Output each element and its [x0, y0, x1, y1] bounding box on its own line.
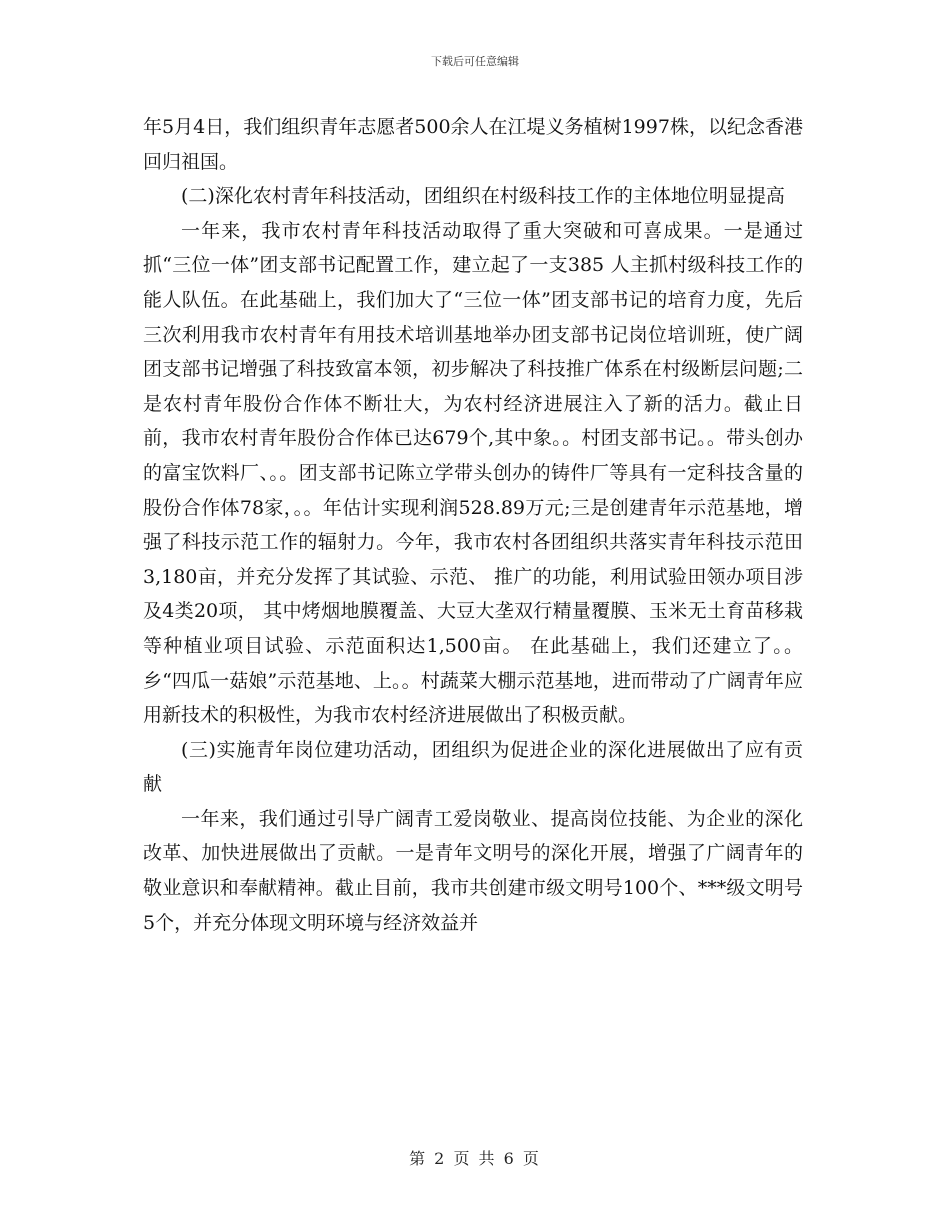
section-heading-2: (二)深化农村青年科技活动，团组织在村级科技工作的主体地位明显提高 [181, 185, 785, 208]
document-body [143, 110, 803, 940]
section-heading-3: (三)实施青年岗位建功活动，团组织为促进企业的深化进展做出了应有贡献 [143, 738, 803, 796]
page-number-footer: 第 2 页 共 6 页 [409, 1149, 541, 1168]
paragraph-1: 年5月4日，我们组织青年志愿者500余人在江堤义务植树1997株，以纪念香港回归祖国。 [143, 116, 803, 173]
paragraph-5: 一年来，我们通过引导广阔青工爱岗敬业、提高岗位技能、为企业的深化改革、加快进展做出了贡献。一是青年文明号的深化开展，增强了广阔青年的敬业意识和奉献精神。截止目前，我市共创建市级文明号100个、***级文明号5个，并充分体现文明环境与经济效益并 [143, 807, 803, 934]
paragraph-3: 一年来，我市农村青年科技活动取得了重大突破和可喜成果。一是通过抓“三位一体”团支部书记配置工作，建立起了一支385 人主抓村级科技工作的能人队伍。在此基础上，我们加大了“三位一体”团支部书记的培育力度，先后三次利用我市农村青年有用技术培训基地举办团支部书记岗位培训班，使广阔团支部书记增强了科技致富本领，初步解决了科技推广体系在村级断层问题;二是农村青年股份合作体不断壮大，为农村经济进展注入了新的活力。截止日前，我市农村青年股份合作体已达679个,其中象。。村团支部书记。。带头创办的富宝饮料厂、。。团支部书记陈立学带头创办的铸件厂等具有一定科技含量的股份合作体78家，。。年估计实现利润528.89万元;三是创建青年示范基地，增强了科技示范工作的辐射力。今年，我市农村各团组织共落实青年科技示范田3,180亩，并充分发挥了其试验、示范、 推广的功能，利用试验田领办项目涉及4类20项， 其中烤烟地膜覆盖、大豆大垄双行精量覆膜、玉米无土育苗移栽等种植业项目试验、示范面积达1,500亩。 在此基础上，我们还建立了。。乡“四瓜一菇娘”示范基地、上。。村蔬菜大棚示范基地，进而带动了广阔青年应用新技术的积极性，为我市农村经济进展做出了积极贡献。 [143, 219, 803, 727]
page-header: 下载后可任意编辑 [431, 55, 519, 68]
